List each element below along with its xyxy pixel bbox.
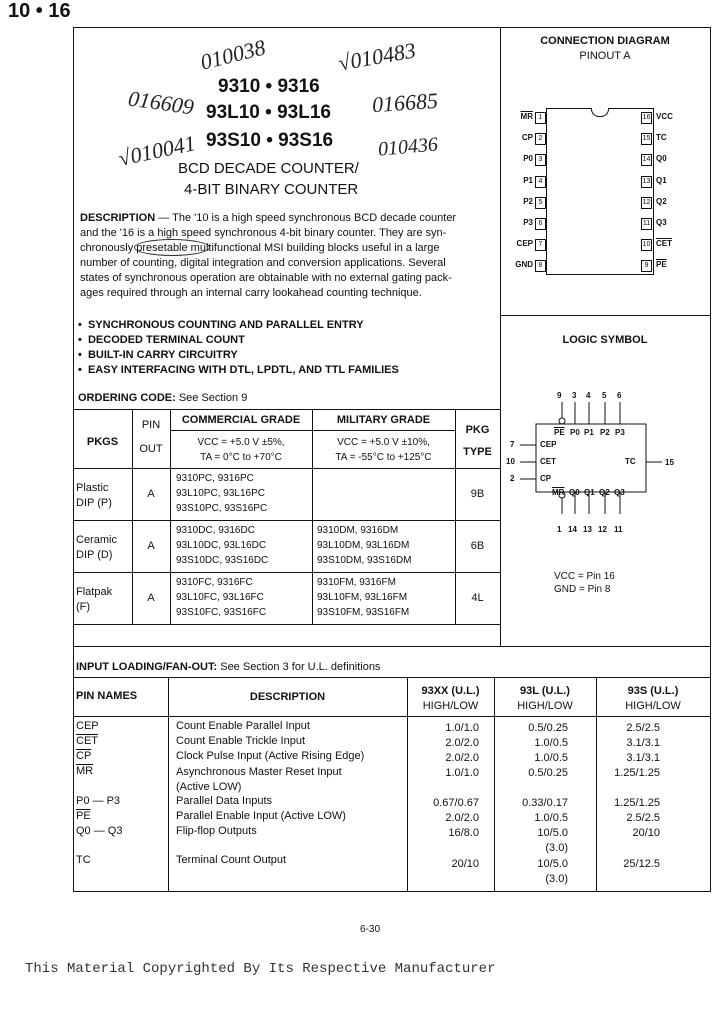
- ic-pin-label: P3: [523, 218, 533, 227]
- title-line-3: 93S10 • 93S16: [206, 130, 334, 151]
- ic-pin-number: 13: [641, 176, 652, 188]
- logic-pin-num: 13: [583, 525, 592, 534]
- ic-package: [546, 108, 654, 275]
- mil-vcc: VCC = +5.0 V ±10%,: [337, 437, 430, 448]
- logic-pin-num: 5: [602, 391, 607, 400]
- col-93xx: 93XX (U.L.): [421, 685, 480, 697]
- ic-pin-number: 14: [641, 154, 652, 166]
- logic-pin-num: 14: [568, 525, 577, 534]
- description-line: number of counting, digital integration and conversion applications. Several: [80, 257, 446, 269]
- ic-pin-label: Q3: [656, 218, 667, 227]
- logic-symbol-lines: [500, 390, 710, 540]
- ic-pin-number: 12: [641, 197, 652, 209]
- logic-pin-num: 4: [586, 391, 591, 400]
- handwritten-note: 010436: [377, 133, 439, 161]
- title-line-2: 93L10 • 93L16: [206, 102, 331, 123]
- frame-right: [710, 27, 711, 892]
- ic-pin-label: CP: [521, 133, 533, 143]
- ic-pin-number: 1: [535, 112, 546, 124]
- ic-pin-number: 15: [641, 133, 652, 145]
- col-out: OUT: [139, 443, 163, 455]
- ic-pin-number: 3: [535, 154, 546, 166]
- copyright-footer: This Material Copyrighted By Its Respective Manufacturer: [25, 961, 496, 977]
- ic-pin-label: CEP: [516, 239, 533, 249]
- logic-pin-label: P2: [600, 428, 610, 437]
- com-ta: TA = 0°C to +70°C: [200, 452, 282, 463]
- logic-cp: CP: [540, 474, 552, 483]
- logic-pin-num: 1: [557, 525, 562, 534]
- com-vcc: VCC = +5.0 V ±5%,: [197, 437, 285, 448]
- ic-pin-label: $\overline{PE}$: [656, 260, 667, 270]
- ic-pin-number: 16: [641, 112, 652, 124]
- page-header: 10 • 16: [8, 0, 71, 22]
- logic-pin-num: 11: [614, 525, 623, 534]
- frame-left: [73, 27, 74, 892]
- logic-pin-label: Q3: [614, 488, 625, 497]
- ordering-code-heading: ORDERING CODE: See Section 9: [78, 392, 248, 404]
- logic-pin-num: 7: [510, 440, 515, 449]
- logic-pin-label: $\overline{MR}$: [552, 488, 565, 497]
- logic-pin-num: 15: [665, 458, 674, 467]
- ic-pin-label: P1: [523, 175, 533, 185]
- col-pkg: PKG: [465, 424, 490, 436]
- ic-pin-label: $\overline{MR}$: [520, 112, 533, 121]
- ic-pin-label: TC: [656, 133, 667, 143]
- ic-notch: [591, 108, 609, 117]
- subtitle-2: 4-BIT BINARY COUNTER: [184, 181, 359, 198]
- logic-gnd-note: GND = Pin 8: [554, 584, 611, 595]
- page-number: 6-30: [360, 924, 381, 935]
- logic-pin-label: P0: [570, 428, 580, 437]
- logic-pin-num: 3: [572, 391, 577, 400]
- col-commercial: COMMERCIAL GRADE: [181, 414, 301, 426]
- connection-subtitle: PINOUT A: [579, 50, 631, 62]
- col-93s-hl: HIGH/LOW: [625, 700, 681, 712]
- logic-pin-label: Q0: [569, 488, 580, 497]
- feature-item: • EASY INTERFACING WITH DTL, LPDTL, AND TTL FAMILIES: [78, 364, 399, 376]
- ic-pin-label: P0: [523, 154, 533, 164]
- feature-item: • SYNCHRONOUS COUNTING AND PARALLEL ENTRY: [78, 319, 364, 331]
- frame-top: [73, 27, 711, 28]
- col-description: DESCRIPTION: [249, 691, 326, 703]
- ic-pin-number: 9: [641, 260, 652, 272]
- ic-pin-label: P2: [523, 196, 533, 206]
- logic-pin-label: P1: [584, 428, 594, 437]
- logic-pin-label: $\overline{PE}$: [554, 428, 565, 437]
- description-line: chronously presetable multifunctional MSI building blocks useful in a large: [80, 242, 440, 254]
- ic-pin-number: 7: [535, 239, 546, 251]
- ic-pin-number: 2: [535, 133, 546, 145]
- description-line: — The '10 is a high speed synchronous BCD decade counter: [155, 212, 457, 224]
- col-pkgs: PKGS: [86, 436, 119, 448]
- col-93l: 93L (U.L.): [520, 685, 570, 697]
- ic-pin-label: Q0: [656, 154, 667, 164]
- logic-pin-label: Q1: [584, 488, 595, 497]
- ic-pin-label: $\overline{CET}$: [656, 239, 672, 249]
- ic-pin-number: 4: [535, 176, 546, 188]
- col-pin-names: PIN NAMES: [76, 690, 138, 702]
- logic-pin-num: 2: [510, 474, 515, 483]
- ic-pin-number: 6: [535, 218, 546, 230]
- handwritten-note: √010041: [116, 130, 198, 171]
- mil-ta: TA = -55°C to +125°C: [335, 452, 432, 463]
- logic-pin-num: 12: [598, 525, 607, 534]
- col-military: MILITARY GRADE: [336, 414, 431, 426]
- title-line-1: 9310 • 9316: [218, 76, 320, 97]
- connection-title: CONNECTION DIAGRAM: [540, 35, 670, 47]
- ic-pin-number: 10: [641, 239, 652, 251]
- ic-pin-number: 5: [535, 197, 546, 209]
- handwritten-circle: [134, 239, 210, 256]
- col-pin: PIN: [141, 419, 161, 431]
- logic-cet: CET: [540, 457, 556, 466]
- subtitle-1: BCD DECADE COUNTER/: [178, 160, 359, 177]
- description-line: states of synchronous operation are obtainable with no external gating pack-: [80, 272, 452, 284]
- ic-pin-label: Q1: [656, 175, 667, 185]
- col-93s: 93S (U.L.): [627, 685, 679, 697]
- loading-heading: INPUT LOADING/FAN-OUT: See Section 3 for U.L. definitions: [76, 661, 381, 673]
- handwritten-note: 016609: [126, 85, 196, 120]
- right-divider: [500, 315, 710, 316]
- col-type: TYPE: [463, 446, 492, 458]
- ic-pin-number: 8: [535, 260, 546, 272]
- description-line: and the '16 is a high speed synchronous 4-bit binary counter. They are syn-: [80, 227, 447, 239]
- handwritten-note: √010483: [336, 37, 418, 76]
- logic-pin-label: Q2: [599, 488, 610, 497]
- logic-vcc-note: VCC = Pin 16: [554, 571, 615, 582]
- feature-item: • DECODED TERMINAL COUNT: [78, 334, 245, 346]
- logic-pin-num: 9: [557, 391, 562, 400]
- logic-tc: TC: [625, 457, 636, 466]
- feature-list: [78, 318, 399, 378]
- description: [80, 211, 492, 301]
- handwritten-note: 010038: [197, 34, 268, 75]
- frame-bottom: [73, 891, 711, 892]
- col-93l-hl: HIGH/LOW: [517, 700, 573, 712]
- logic-cep: CEP: [540, 440, 557, 449]
- col-93xx-hl: HIGH/LOW: [422, 700, 479, 712]
- logic-pin-label: P3: [615, 428, 625, 437]
- description-line: ages required through an internal carry lookahead counting technique.: [80, 287, 422, 299]
- description-label: DESCRIPTION: [80, 212, 156, 224]
- ic-pin-label: Q2: [656, 196, 667, 206]
- ic-pin-number: 11: [641, 218, 652, 230]
- feature-item: • BUILT-IN CARRY CIRCUITRY: [78, 349, 238, 361]
- logic-pin-num: 6: [617, 391, 622, 400]
- ic-pin-label: GND: [515, 260, 533, 270]
- logic-pin-num: 10: [506, 457, 515, 466]
- handwritten-note: 016685: [371, 87, 439, 118]
- logic-title: LOGIC SYMBOL: [562, 334, 648, 346]
- section-divider: [73, 646, 711, 647]
- ic-pin-label: VCC: [656, 112, 673, 121]
